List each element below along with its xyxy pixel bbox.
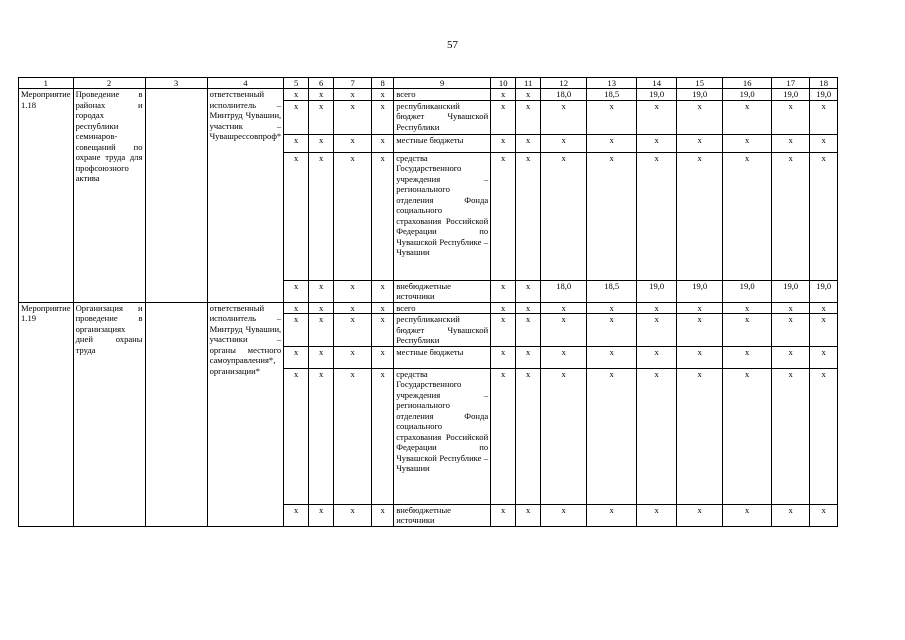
value-cell: x (677, 504, 723, 526)
value-cell: x (810, 100, 838, 134)
value-cell: x (587, 504, 637, 526)
code-cell: x (309, 368, 334, 504)
funding-source: местные бюджеты (394, 346, 491, 368)
value-cell: x (723, 134, 772, 152)
value-cell: x (516, 100, 541, 134)
value-cell: 19,0 (810, 280, 838, 302)
column-number: 9 (394, 78, 491, 89)
code-cell: x (309, 280, 334, 302)
value-cell: x (491, 280, 516, 302)
code-cell: x (372, 504, 394, 526)
value-cell: 18,0 (541, 89, 587, 100)
value-cell: 19,0 (810, 89, 838, 100)
event-number: Мероприятие 1.19 (19, 302, 74, 526)
value-cell: x (772, 100, 810, 134)
value-cell: 19,0 (677, 280, 723, 302)
event-number: Мероприятие 1.18 (19, 89, 74, 302)
column-number: 7 (334, 78, 372, 89)
code-cell: x (372, 100, 394, 134)
value-cell: x (491, 89, 516, 100)
value-cell: x (516, 368, 541, 504)
funding-source: средства Государственного учреждения – регионального отделения Фонда социального страхования Российской Федерации по Чувашской Республике – Чувашии (394, 152, 491, 280)
value-cell: 18,0 (541, 280, 587, 302)
event-name: Проведение в районах и городах республики семинаров-совещаний по охране труда для профсоюзного актива (73, 89, 145, 302)
value-cell: 19,0 (637, 280, 677, 302)
value-cell: x (723, 302, 772, 313)
column-number: 15 (677, 78, 723, 89)
value-cell: x (810, 346, 838, 368)
value-cell: x (491, 152, 516, 280)
value-cell: x (637, 504, 677, 526)
value-cell: x (516, 152, 541, 280)
code-cell: x (309, 346, 334, 368)
code-cell: x (284, 134, 309, 152)
code-cell: x (334, 368, 372, 504)
value-cell: x (723, 152, 772, 280)
value-cell: x (491, 368, 516, 504)
code-cell: x (284, 302, 309, 313)
value-cell: x (516, 302, 541, 313)
funding-row (19, 89, 838, 100)
value-cell: x (772, 152, 810, 280)
value-cell: 19,0 (772, 280, 810, 302)
value-cell: x (541, 368, 587, 504)
value-cell: x (491, 504, 516, 526)
value-cell: x (677, 152, 723, 280)
code-cell: x (309, 100, 334, 134)
value-cell: x (810, 314, 838, 346)
value-cell: 19,0 (723, 89, 772, 100)
funding-source: республиканский бюджет Чувашской Республики (394, 314, 491, 346)
value-cell: x (587, 152, 637, 280)
funding-source: внебюджетные источники (394, 280, 491, 302)
column-number: 12 (541, 78, 587, 89)
value-cell: x (723, 314, 772, 346)
funding-source: внебюджетные источники (394, 504, 491, 526)
code-cell: x (372, 302, 394, 313)
value-cell: x (587, 100, 637, 134)
value-cell: x (810, 504, 838, 526)
code-cell: x (309, 504, 334, 526)
program-table (18, 77, 838, 527)
event-executor: ответственный исполнитель – Минтруд Чувашии, участники – органы местного самоуправления*, организации* (207, 302, 284, 526)
value-cell: x (637, 134, 677, 152)
value-cell: x (677, 346, 723, 368)
code-cell: x (309, 302, 334, 313)
value-cell: x (491, 346, 516, 368)
column-number: 6 (309, 78, 334, 89)
column-number: 16 (723, 78, 772, 89)
code-cell: x (284, 346, 309, 368)
value-cell: x (516, 314, 541, 346)
value-cell: x (516, 280, 541, 302)
value-cell: x (491, 100, 516, 134)
value-cell: x (772, 302, 810, 313)
column-3-cell (145, 89, 207, 302)
code-cell: x (372, 346, 394, 368)
value-cell: x (677, 302, 723, 313)
value-cell: 19,0 (637, 89, 677, 100)
code-cell: x (284, 280, 309, 302)
value-cell: x (516, 89, 541, 100)
value-cell: x (541, 134, 587, 152)
code-cell: x (309, 134, 334, 152)
value-cell: x (541, 314, 587, 346)
column-number: 14 (637, 78, 677, 89)
code-cell: x (372, 89, 394, 100)
value-cell: x (587, 134, 637, 152)
value-cell: x (772, 134, 810, 152)
value-cell: x (516, 504, 541, 526)
value-cell: x (637, 346, 677, 368)
value-cell: x (637, 100, 677, 134)
value-cell: 19,0 (677, 89, 723, 100)
funding-source: всего (394, 302, 491, 313)
value-cell: x (587, 346, 637, 368)
code-cell: x (309, 89, 334, 100)
value-cell: x (587, 368, 637, 504)
value-cell: x (677, 314, 723, 346)
column-number: 4 (207, 78, 284, 89)
column-number: 2 (73, 78, 145, 89)
column-number: 5 (284, 78, 309, 89)
code-cell: x (284, 368, 309, 504)
code-cell: x (284, 100, 309, 134)
event-executor: ответственный исполнитель – Минтруд Чувашии, участник – Чувашрессовпроф* (207, 89, 284, 302)
funding-source: республиканский бюджет Чувашской Республики (394, 100, 491, 134)
page-number: 57 (447, 39, 458, 51)
column-number: 11 (516, 78, 541, 89)
value-cell: x (587, 314, 637, 346)
code-cell: x (372, 134, 394, 152)
event-block-1-19 (19, 302, 838, 526)
value-cell: x (772, 504, 810, 526)
value-cell: x (491, 302, 516, 313)
value-cell: x (677, 368, 723, 504)
value-cell: x (541, 504, 587, 526)
code-cell: x (284, 152, 309, 280)
value-cell: x (516, 346, 541, 368)
code-cell: x (372, 314, 394, 346)
column-number: 17 (772, 78, 810, 89)
value-cell: x (677, 100, 723, 134)
value-cell: x (491, 134, 516, 152)
value-cell: x (541, 302, 587, 313)
value-cell: x (810, 302, 838, 313)
value-cell: 19,0 (772, 89, 810, 100)
code-cell: x (284, 504, 309, 526)
code-cell: x (334, 89, 372, 100)
value-cell: 18,5 (587, 280, 637, 302)
column-number: 13 (587, 78, 637, 89)
code-cell: x (334, 302, 372, 313)
code-cell: x (372, 152, 394, 280)
code-cell: x (334, 134, 372, 152)
column-number: 10 (491, 78, 516, 89)
value-cell: x (772, 314, 810, 346)
value-cell: x (723, 368, 772, 504)
code-cell: x (284, 314, 309, 346)
value-cell: x (491, 314, 516, 346)
value-cell: x (772, 346, 810, 368)
code-cell: x (334, 280, 372, 302)
value-cell: x (723, 504, 772, 526)
code-cell: x (334, 152, 372, 280)
value-cell: x (541, 346, 587, 368)
code-cell: x (334, 346, 372, 368)
column-number: 18 (810, 78, 838, 89)
funding-source: средства Государственного учреждения – регионального отделения Фонда социального страхования Российской Федерации по Чувашской Республике – Чувашии (394, 368, 491, 504)
value-cell: x (637, 314, 677, 346)
funding-source: всего (394, 89, 491, 100)
code-cell: x (334, 100, 372, 134)
value-cell: x (637, 368, 677, 504)
code-cell: x (334, 314, 372, 346)
value-cell: x (772, 368, 810, 504)
value-cell: x (516, 134, 541, 152)
funding-row (19, 302, 838, 313)
value-cell: x (810, 368, 838, 504)
value-cell: x (677, 134, 723, 152)
value-cell: 18,5 (587, 89, 637, 100)
event-block-1-18 (19, 89, 838, 302)
code-cell: x (372, 280, 394, 302)
value-cell: x (587, 302, 637, 313)
value-cell: x (541, 152, 587, 280)
column-number-row (19, 78, 838, 89)
value-cell: x (723, 100, 772, 134)
code-cell: x (309, 152, 334, 280)
value-cell: x (637, 302, 677, 313)
code-cell: x (334, 504, 372, 526)
column-number: 1 (19, 78, 74, 89)
value-cell: x (541, 100, 587, 134)
column-number: 8 (372, 78, 394, 89)
value-cell: x (637, 152, 677, 280)
event-name: Организация и проведение в организациях дней охраны труда (73, 302, 145, 526)
code-cell: x (309, 314, 334, 346)
value-cell: x (810, 134, 838, 152)
value-cell: x (723, 346, 772, 368)
funding-source: местные бюджеты (394, 134, 491, 152)
code-cell: x (284, 89, 309, 100)
column-number: 3 (145, 78, 207, 89)
column-3-cell (145, 302, 207, 526)
code-cell: x (372, 368, 394, 504)
value-cell: 19,0 (723, 280, 772, 302)
value-cell: x (810, 152, 838, 280)
